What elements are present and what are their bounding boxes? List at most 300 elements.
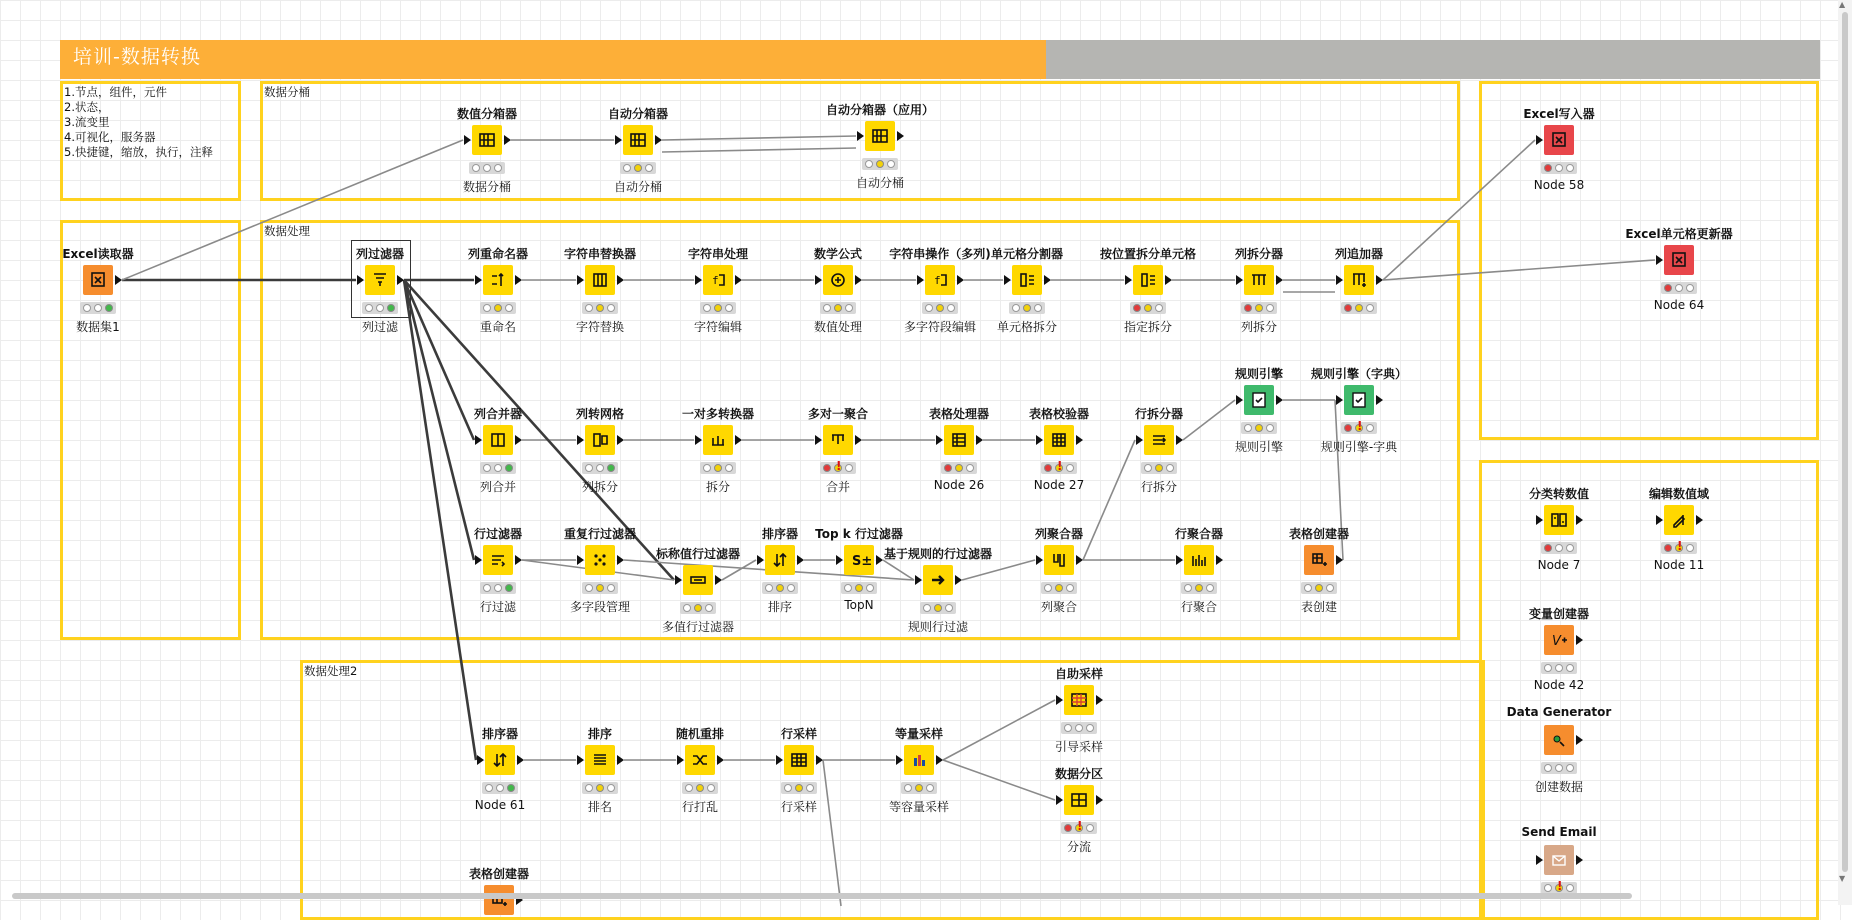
node-label[interactable]: 行采样 <box>780 800 817 814</box>
status-light-gray <box>866 584 874 592</box>
node-label[interactable]: 分流 <box>1066 840 1091 854</box>
node-label[interactable]: TopN <box>844 598 874 612</box>
input-port-icon[interactable] <box>1036 435 1043 445</box>
output-port-icon[interactable] <box>115 275 122 285</box>
svg-text:f: f <box>712 274 719 287</box>
node-label[interactable]: Node 42 <box>1533 678 1585 692</box>
output-port-icon[interactable] <box>936 755 943 765</box>
status-light-gray <box>483 164 491 172</box>
output-port-icon[interactable] <box>617 755 624 765</box>
node-label[interactable]: 创建数据 <box>1534 780 1583 794</box>
status-light-gray <box>1304 584 1312 592</box>
node-label[interactable]: Node 27 <box>1033 478 1085 492</box>
output-port-icon[interactable] <box>1176 435 1183 445</box>
input-port-icon[interactable] <box>577 555 584 565</box>
node-label[interactable]: 重命名 <box>479 320 516 334</box>
edit-domain-icon[interactable] <box>1664 505 1694 535</box>
table-create-icon[interactable] <box>1304 545 1334 575</box>
vertical-scrollbar[interactable] <box>1838 0 1852 905</box>
output-port-icon[interactable] <box>855 275 862 285</box>
input-port-icon[interactable] <box>1236 395 1243 405</box>
status-light-yellow <box>1355 304 1363 312</box>
status-light-gray <box>1544 664 1552 672</box>
node-label[interactable]: 列过滤 <box>361 320 398 334</box>
node-name: 字符串操作（多列) <box>889 247 991 261</box>
output-port-icon[interactable] <box>397 275 404 285</box>
input-port-icon[interactable] <box>1656 255 1663 265</box>
input-port-icon[interactable] <box>357 275 364 285</box>
row-aggr-icon[interactable] <box>1184 545 1214 575</box>
output-port-icon[interactable] <box>717 755 724 765</box>
input-port-icon[interactable] <box>477 755 484 765</box>
workflow-title: 培训-数据转换 <box>73 46 201 68</box>
node-name: 字符串替换器 <box>563 247 636 261</box>
binner-icon[interactable] <box>623 125 653 155</box>
node-name: Data Generator <box>1506 705 1612 719</box>
category-number-icon[interactable] <box>1544 505 1574 535</box>
input-port-icon[interactable] <box>1056 795 1063 805</box>
status-light-green <box>387 304 395 312</box>
scroll-down-arrow-icon[interactable]: ▼ <box>1839 874 1846 883</box>
node-label[interactable]: 多字段管理 <box>569 600 630 614</box>
status-light-gray <box>485 784 493 792</box>
input-port-icon[interactable] <box>1336 395 1343 405</box>
output-port-icon[interactable] <box>797 555 804 565</box>
output-port-icon[interactable] <box>1576 635 1583 645</box>
binner-icon[interactable] <box>472 125 502 155</box>
input-port-icon[interactable] <box>475 275 482 285</box>
output-port-icon[interactable] <box>1276 395 1283 405</box>
node-name: 规则引擎（字典） <box>1310 367 1407 381</box>
string-replace-icon[interactable] <box>585 265 615 295</box>
one-to-many-icon[interactable] <box>703 425 733 455</box>
node-name: 等量采样 <box>894 727 943 741</box>
node-label[interactable]: 自动分桶 <box>613 180 662 194</box>
row-split-icon[interactable] <box>1144 425 1174 455</box>
node-status-traffic-light <box>680 602 716 614</box>
status-light-gray <box>483 304 491 312</box>
status-light-yellow <box>696 784 704 792</box>
input-port-icon[interactable] <box>1056 695 1063 705</box>
connection-line[interactable] <box>1083 440 1135 560</box>
status-light-gray <box>1555 764 1563 772</box>
output-port-icon[interactable] <box>617 435 624 445</box>
column-filter-icon[interactable] <box>365 265 395 295</box>
node-status-traffic-light <box>1181 582 1217 594</box>
node-label[interactable]: Node 26 <box>933 478 985 492</box>
status-light-gray <box>707 784 715 792</box>
node-status-traffic-light <box>1541 542 1577 554</box>
input-port-icon[interactable] <box>917 275 924 285</box>
input-port-icon[interactable] <box>577 755 584 765</box>
rule-filter-icon[interactable] <box>923 565 953 595</box>
input-port-icon[interactable] <box>757 555 764 565</box>
node-label[interactable]: 行打乱 <box>681 800 718 814</box>
equal-sample-icon[interactable] <box>904 745 934 775</box>
output-port-icon[interactable] <box>1216 555 1223 565</box>
input-port-icon[interactable] <box>1336 275 1343 285</box>
output-port-icon[interactable] <box>515 555 522 565</box>
bootstrap-icon[interactable] <box>1064 685 1094 715</box>
node-name: 列聚合器 <box>1034 527 1083 541</box>
status-light-gray <box>904 784 912 792</box>
horizontal-scrollbar[interactable] <box>12 893 1632 899</box>
string-manip-icon[interactable] <box>703 265 733 295</box>
status-light-gray <box>705 604 713 612</box>
input-port-icon[interactable] <box>836 555 843 565</box>
status-light-gray <box>1566 764 1574 772</box>
node-status-traffic-light <box>480 462 516 474</box>
rename-icon[interactable] <box>483 265 513 295</box>
node-status-traffic-light <box>582 582 618 594</box>
node-label[interactable]: 数值处理 <box>813 320 862 334</box>
node-label[interactable]: 数据集1 <box>76 320 120 334</box>
node-status-traffic-light <box>480 582 516 594</box>
email-icon[interactable] <box>1544 845 1574 875</box>
status-light-gray <box>966 464 974 472</box>
input-port-icon[interactable] <box>1036 555 1043 565</box>
output-port-icon[interactable] <box>1276 275 1283 285</box>
node-label[interactable]: 引导采样 <box>1054 740 1103 754</box>
shuffle-icon[interactable] <box>685 745 715 775</box>
status-light-gray <box>703 464 711 472</box>
input-port-icon[interactable] <box>1136 435 1143 445</box>
status-light-yellow <box>855 584 863 592</box>
status-light-yellow <box>876 160 884 168</box>
status-light-gray <box>947 304 955 312</box>
node-label[interactable]: 自动分桶 <box>855 176 904 190</box>
column-append-icon[interactable] <box>1344 265 1374 295</box>
node-label[interactable]: 规则行过滤 <box>907 620 968 634</box>
column-grid-icon[interactable] <box>585 425 615 455</box>
vertical-scrollbar-thumb[interactable] <box>1842 12 1848 872</box>
output-port-icon[interactable] <box>816 755 823 765</box>
string-manip-icon[interactable] <box>925 265 955 295</box>
duplicate-filter-icon[interactable] <box>585 545 615 575</box>
node-label[interactable]: 行聚合 <box>1180 600 1217 614</box>
node-status-traffic-light <box>1241 422 1277 434</box>
node-name: 标称值行过滤器 <box>655 547 740 561</box>
input-port-icon[interactable] <box>577 435 584 445</box>
connection-line[interactable] <box>1383 260 1655 280</box>
output-port-icon[interactable] <box>1165 275 1172 285</box>
status-light-gray <box>1555 544 1563 552</box>
connection-line[interactable] <box>662 136 856 140</box>
status-light-red <box>1344 304 1352 312</box>
output-port-icon[interactable] <box>1696 515 1703 525</box>
status-light-gray <box>494 464 502 472</box>
math-icon[interactable] <box>823 265 853 295</box>
status-light-gray <box>1675 284 1683 292</box>
input-port-icon[interactable] <box>776 755 783 765</box>
node-label[interactable]: 多值行过滤器 <box>661 620 734 634</box>
output-port-icon[interactable] <box>955 575 962 585</box>
input-port-icon[interactable] <box>1176 555 1183 565</box>
input-port-icon[interactable] <box>675 575 682 585</box>
node-label[interactable]: Node 64 <box>1653 298 1705 312</box>
node-name: 行过滤器 <box>473 527 522 541</box>
status-light-gray <box>1566 884 1574 892</box>
column-merge-icon[interactable] <box>483 425 513 455</box>
connection-line[interactable] <box>662 148 856 152</box>
node-label[interactable]: 列聚合 <box>1040 600 1077 614</box>
row-filter-icon[interactable] <box>483 545 513 575</box>
status-light-gray <box>1566 164 1574 172</box>
status-light-red <box>1544 544 1552 552</box>
output-port-icon[interactable] <box>1376 395 1383 405</box>
node-label[interactable]: Node 11 <box>1653 558 1705 572</box>
status-light-gray <box>1326 584 1334 592</box>
status-light-gray <box>623 164 631 172</box>
table-create-icon[interactable] <box>484 885 514 915</box>
output-port-icon[interactable] <box>504 135 511 145</box>
output-port-icon[interactable] <box>515 435 522 445</box>
node-name: 一对多转换器 <box>681 407 754 421</box>
output-port-icon[interactable] <box>515 275 522 285</box>
node-label[interactable]: 列合并 <box>479 480 516 494</box>
output-port-icon[interactable] <box>976 435 983 445</box>
node-label[interactable]: 单元格拆分 <box>996 320 1057 334</box>
node-status-traffic-light <box>922 302 958 314</box>
status-light-yellow <box>776 584 784 592</box>
node-label[interactable]: 拆分 <box>705 480 730 494</box>
status-light-gray <box>1012 304 1020 312</box>
output-port-icon[interactable] <box>735 435 742 445</box>
input-port-icon[interactable] <box>1004 275 1011 285</box>
status-light-gray <box>1686 544 1694 552</box>
output-port-icon[interactable] <box>1096 695 1103 705</box>
node-label[interactable]: 多字符段编辑 <box>903 320 976 334</box>
input-port-icon[interactable] <box>475 435 482 445</box>
node-label[interactable]: 表创建 <box>1300 600 1337 614</box>
output-port-icon[interactable] <box>1076 555 1083 565</box>
status-light-red <box>1044 464 1052 472</box>
output-port-icon[interactable] <box>1076 435 1083 445</box>
status-light-gray <box>645 164 653 172</box>
node-name: 自助采样 <box>1054 667 1103 681</box>
node-status-traffic-light <box>1009 302 1045 314</box>
node-name: 编辑数值域 <box>1648 487 1709 501</box>
rule-icon[interactable] <box>1344 385 1374 415</box>
excel-write-icon[interactable] <box>1544 125 1574 155</box>
node-name: 基于规则的行过滤器 <box>883 547 992 561</box>
input-port-icon[interactable] <box>464 135 471 145</box>
cell-split-icon[interactable] <box>1133 265 1163 295</box>
status-light-gray <box>926 784 934 792</box>
status-light-gray <box>1144 464 1152 472</box>
variable-icon[interactable] <box>1544 625 1574 655</box>
binner-icon[interactable] <box>865 121 895 151</box>
column-aggr-icon[interactable] <box>1044 545 1074 575</box>
input-port-icon[interactable] <box>695 275 702 285</box>
node-status-traffic-light <box>1541 162 1577 174</box>
input-port-icon[interactable] <box>815 435 822 445</box>
node-label[interactable]: 规则引擎 <box>1234 440 1283 454</box>
node-status-traffic-light <box>1341 302 1377 314</box>
sort-icon[interactable] <box>485 745 515 775</box>
node-label[interactable]: 字符替换 <box>575 320 624 334</box>
status-light-gray <box>494 584 502 592</box>
input-port-icon[interactable] <box>577 275 584 285</box>
node-status-traffic-light <box>80 302 116 314</box>
input-port-icon[interactable] <box>1536 515 1543 525</box>
nominal-filter-icon[interactable] <box>683 565 713 595</box>
column-split-icon[interactable] <box>1244 265 1274 295</box>
output-port-icon[interactable] <box>957 275 964 285</box>
node-label[interactable]: Node 7 <box>1537 558 1581 572</box>
node-label[interactable]: 列拆分 <box>1240 320 1277 334</box>
node-label[interactable]: 合并 <box>825 480 850 494</box>
node-label[interactable]: 指定拆分 <box>1123 320 1172 334</box>
status-light-gray <box>1066 584 1074 592</box>
node-label[interactable]: Node 58 <box>1533 178 1585 192</box>
node-status-traffic-light <box>1061 722 1097 734</box>
status-light-gray <box>585 304 593 312</box>
input-port-icon[interactable] <box>915 575 922 585</box>
status-light-gray <box>784 784 792 792</box>
node-label[interactable]: 行过滤 <box>479 600 516 614</box>
status-light-gray <box>607 304 615 312</box>
rule-icon[interactable] <box>1244 385 1274 415</box>
output-port-icon[interactable] <box>617 275 624 285</box>
status-light-gray <box>505 304 513 312</box>
node-status-traffic-light <box>1041 582 1077 594</box>
partition-icon[interactable] <box>1064 785 1094 815</box>
node-name: 表格创建器 <box>468 867 529 881</box>
sort-icon[interactable] <box>765 545 795 575</box>
output-port-icon[interactable] <box>617 555 624 565</box>
output-port-icon[interactable] <box>1576 515 1583 525</box>
node-name: 列追加器 <box>1334 247 1383 261</box>
connection-line[interactable] <box>883 560 914 580</box>
input-port-icon[interactable] <box>1536 135 1543 145</box>
table-validate-icon[interactable] <box>1044 425 1074 455</box>
output-port-icon[interactable] <box>1576 855 1583 865</box>
annotation-notes-text: 1.节点，组件，元件 2.状态， 3.流变里 4.可视化，服务器 5.快捷键，缩放，执行，注释 <box>64 85 213 159</box>
output-port-icon[interactable] <box>735 275 742 285</box>
rank-icon[interactable] <box>585 745 615 775</box>
status-light-gray <box>1064 724 1072 732</box>
status-light-gray <box>703 304 711 312</box>
cell-split-icon[interactable] <box>1012 265 1042 295</box>
node-name: Send Email <box>1521 825 1597 839</box>
sample-icon[interactable] <box>784 745 814 775</box>
warning-icon: ! <box>1057 459 1063 473</box>
status-light-green <box>505 584 513 592</box>
input-port-icon[interactable] <box>615 135 622 145</box>
node-label[interactable]: 行拆分 <box>1140 480 1177 494</box>
output-port-icon[interactable] <box>1096 795 1103 805</box>
output-port-icon[interactable] <box>1044 275 1051 285</box>
input-port-icon[interactable] <box>475 555 482 565</box>
output-port-icon[interactable] <box>655 135 662 145</box>
input-port-icon[interactable] <box>1236 275 1243 285</box>
node-status-traffic-light <box>1661 282 1697 294</box>
scroll-up-arrow-icon[interactable]: ▲ <box>1839 0 1846 9</box>
output-port-icon[interactable] <box>1576 735 1583 745</box>
excel-read-icon[interactable] <box>83 265 113 295</box>
input-port-icon[interactable] <box>677 755 684 765</box>
node-status-traffic-light <box>1130 302 1166 314</box>
output-port-icon[interactable] <box>1336 555 1343 565</box>
status-light-gray <box>844 584 852 592</box>
node-label[interactable]: 等容量采样 <box>888 800 949 814</box>
node-status-traffic-light <box>1541 662 1577 674</box>
status-light-gray <box>683 604 691 612</box>
node-status-traffic-light <box>682 782 718 794</box>
input-port-icon[interactable] <box>1536 855 1543 865</box>
input-port-icon[interactable] <box>695 435 702 445</box>
output-port-icon[interactable] <box>855 435 862 445</box>
node-status-traffic-light <box>1041 459 1077 474</box>
input-port-icon[interactable] <box>857 131 864 141</box>
svg-text:V: V <box>1552 634 1561 649</box>
data-generator-icon[interactable] <box>1544 725 1574 755</box>
status-light-gray <box>1366 304 1374 312</box>
status-light-green <box>607 464 615 472</box>
status-light-gray <box>1066 464 1074 472</box>
node-status-traffic-light <box>1061 819 1097 834</box>
node-label[interactable]: 排名 <box>587 800 612 814</box>
status-light-gray <box>1266 304 1274 312</box>
node-label[interactable]: 数据分桶 <box>462 180 511 194</box>
output-port-icon[interactable] <box>897 131 904 141</box>
node-label[interactable]: Node 61 <box>474 798 526 812</box>
output-port-icon[interactable] <box>1376 275 1383 285</box>
annotation-processing2-label: 数据处理2 <box>304 664 358 678</box>
input-port-icon[interactable] <box>1125 275 1132 285</box>
connection-line[interactable] <box>722 560 756 580</box>
node-status-traffic-light <box>582 302 618 314</box>
status-light-gray <box>483 464 491 472</box>
status-light-red <box>1244 304 1252 312</box>
status-light-gray <box>1544 764 1552 772</box>
connection-line[interactable] <box>962 560 1035 580</box>
node-status-traffic-light <box>480 302 516 314</box>
node-status-traffic-light <box>901 782 937 794</box>
node-label[interactable]: 规则引擎-字典 <box>1320 440 1398 454</box>
status-light-red <box>1133 304 1141 312</box>
node-name: Excel单元格更新器 <box>1625 227 1733 241</box>
connection-line[interactable] <box>823 760 841 906</box>
excel-write-icon[interactable] <box>1664 245 1694 275</box>
node-label[interactable]: 字符编辑 <box>693 320 742 334</box>
input-port-icon[interactable] <box>896 755 903 765</box>
node-status-traffic-light <box>820 459 856 474</box>
many-to-one-icon[interactable] <box>823 425 853 455</box>
status-light-gray <box>483 584 491 592</box>
node-status-traffic-light <box>469 162 505 174</box>
status-light-gray <box>1086 724 1094 732</box>
input-port-icon[interactable] <box>936 435 943 445</box>
status-light-gray <box>725 464 733 472</box>
status-light-yellow <box>596 784 604 792</box>
annotation-binning-label: 数据分桶 <box>264 85 310 99</box>
output-port-icon[interactable] <box>715 575 722 585</box>
input-port-icon[interactable] <box>1656 515 1663 525</box>
table-process-icon[interactable] <box>944 425 974 455</box>
node-status-traffic-light <box>582 462 618 474</box>
input-port-icon[interactable] <box>815 275 822 285</box>
node-name: 分类转数值 <box>1528 487 1589 501</box>
node-label[interactable]: 排序 <box>767 600 792 614</box>
topk-icon[interactable] <box>844 545 874 575</box>
svg-text:S±: S± <box>852 554 873 569</box>
status-light-yellow <box>1144 304 1152 312</box>
node-label[interactable]: 列拆分 <box>581 480 618 494</box>
status-light-gray <box>685 784 693 792</box>
output-port-icon[interactable] <box>517 755 524 765</box>
